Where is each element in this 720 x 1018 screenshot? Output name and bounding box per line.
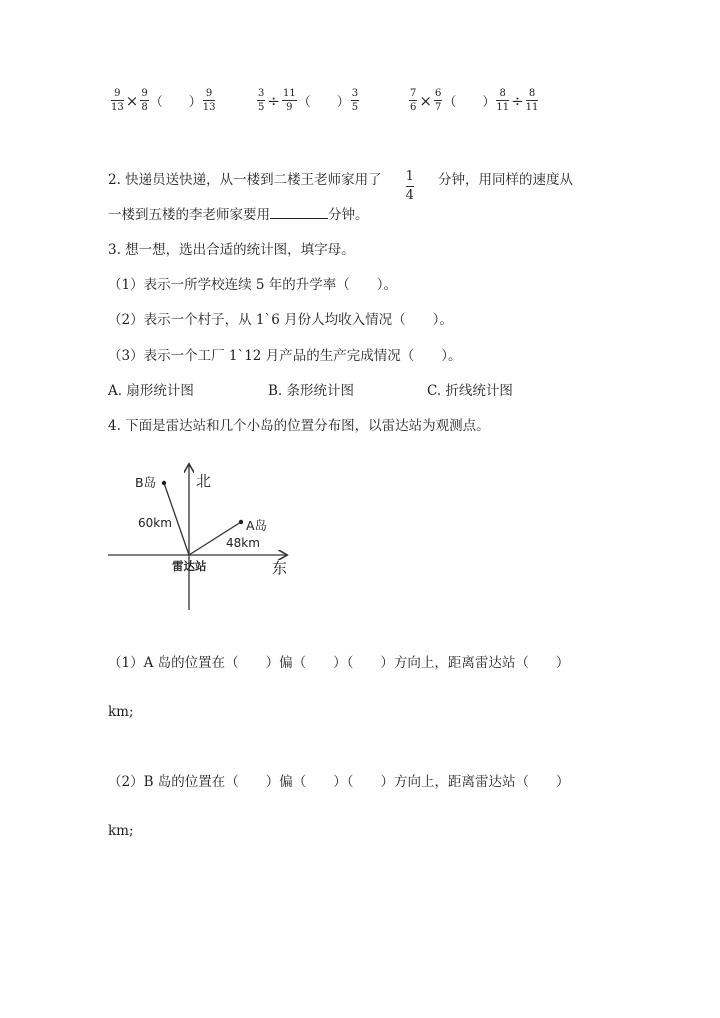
island-a-label: A岛	[246, 518, 268, 533]
q2-line-1: 2. 快递员送快递，从一楼到二楼王老师家用了 $\frac{1}{4}$ 分钟，用同样的速度从	[108, 169, 573, 203]
q4-sub-1-unit: km;	[108, 704, 134, 720]
q1-item-1: $\frac{9}{13}$ × $\frac{9}{8}$ （ ） $\frac{9}{13}$	[111, 88, 216, 113]
island-b-dot	[162, 481, 166, 485]
distance-a-label: 48km	[226, 536, 260, 550]
q1-item-3: $\frac{7}{6}$ × $\frac{6}{7}$ （ ） $\frac{8}{11}$ ÷ $\frac{8}{11}$	[410, 88, 539, 113]
q3-option-c: C. 折线统计图	[427, 383, 513, 399]
fraction: $\frac{7}{6}$	[410, 88, 417, 113]
island-a-dot	[239, 520, 243, 524]
q3-title: 3. 想一想，选出合适的统计图，填字母。	[108, 242, 355, 258]
q3-option-a: A. 扇形统计图	[108, 383, 194, 399]
q3-item-1: （1）表示一所学校连续 5 年的升学率（ ）。	[108, 277, 398, 293]
q3-option-b: B. 条形统计图	[268, 383, 355, 399]
q3-item-2: （2）表示一个村子，从 1`6 月份人均收入情况（ ）。	[108, 312, 453, 328]
q4-title: 4. 下面是雷达站和几个小岛的位置分布图，以雷达站为观测点。	[108, 418, 490, 434]
fraction: $\frac{9}{13}$	[111, 88, 124, 113]
fraction: $\frac{8}{11}$	[496, 88, 510, 113]
q3-item-3: （3）表示一个工厂 1`12 月产品的生产完成情况（ ）。	[108, 348, 462, 364]
north-label: 北	[196, 472, 212, 490]
q1-item-2: $\frac{3}{5}$ ÷ $\frac{11}{9}$ （ ） $\frac{3}{5}$	[258, 88, 359, 113]
answer-blank[interactable]: （ ）	[149, 95, 202, 110]
distance-b-label: 60km	[138, 516, 172, 530]
q4-sub-1: （1）A 岛的位置在（ ）偏（ ）（ ）方向上，距离雷达站（ ）	[108, 655, 570, 671]
answer-blank[interactable]	[270, 206, 328, 219]
answer-blank[interactable]: （ ）	[443, 95, 496, 110]
q2-line-2: 一楼到五楼的李老师家要用 分钟。	[108, 207, 369, 223]
fraction: $\frac{9}{13}$	[202, 88, 216, 113]
fraction: $\frac{8}{11}$	[525, 88, 539, 113]
fraction: $\frac{11}{9}$	[282, 88, 296, 113]
fraction: $\frac{6}{7}$	[434, 88, 442, 113]
q4-sub-2: （2）B 岛的位置在（ ）偏（ ）（ ）方向上，距离雷达站（ ）	[108, 774, 570, 790]
q4-sub-2-unit: km;	[108, 823, 134, 839]
radar-diagram	[100, 455, 310, 620]
fraction: $\frac{3}{5}$	[258, 88, 265, 113]
answer-blank[interactable]: （ ）	[297, 95, 350, 110]
island-b-label: B岛	[135, 475, 157, 490]
fraction: $\frac{9}{8}$	[141, 88, 148, 113]
fraction: $\frac{3}{5}$	[351, 88, 359, 113]
east-label: 东	[272, 559, 288, 577]
fraction-one-quarter: $\frac{1}{4}$	[405, 169, 414, 203]
origin-label: 雷达站	[172, 559, 207, 573]
